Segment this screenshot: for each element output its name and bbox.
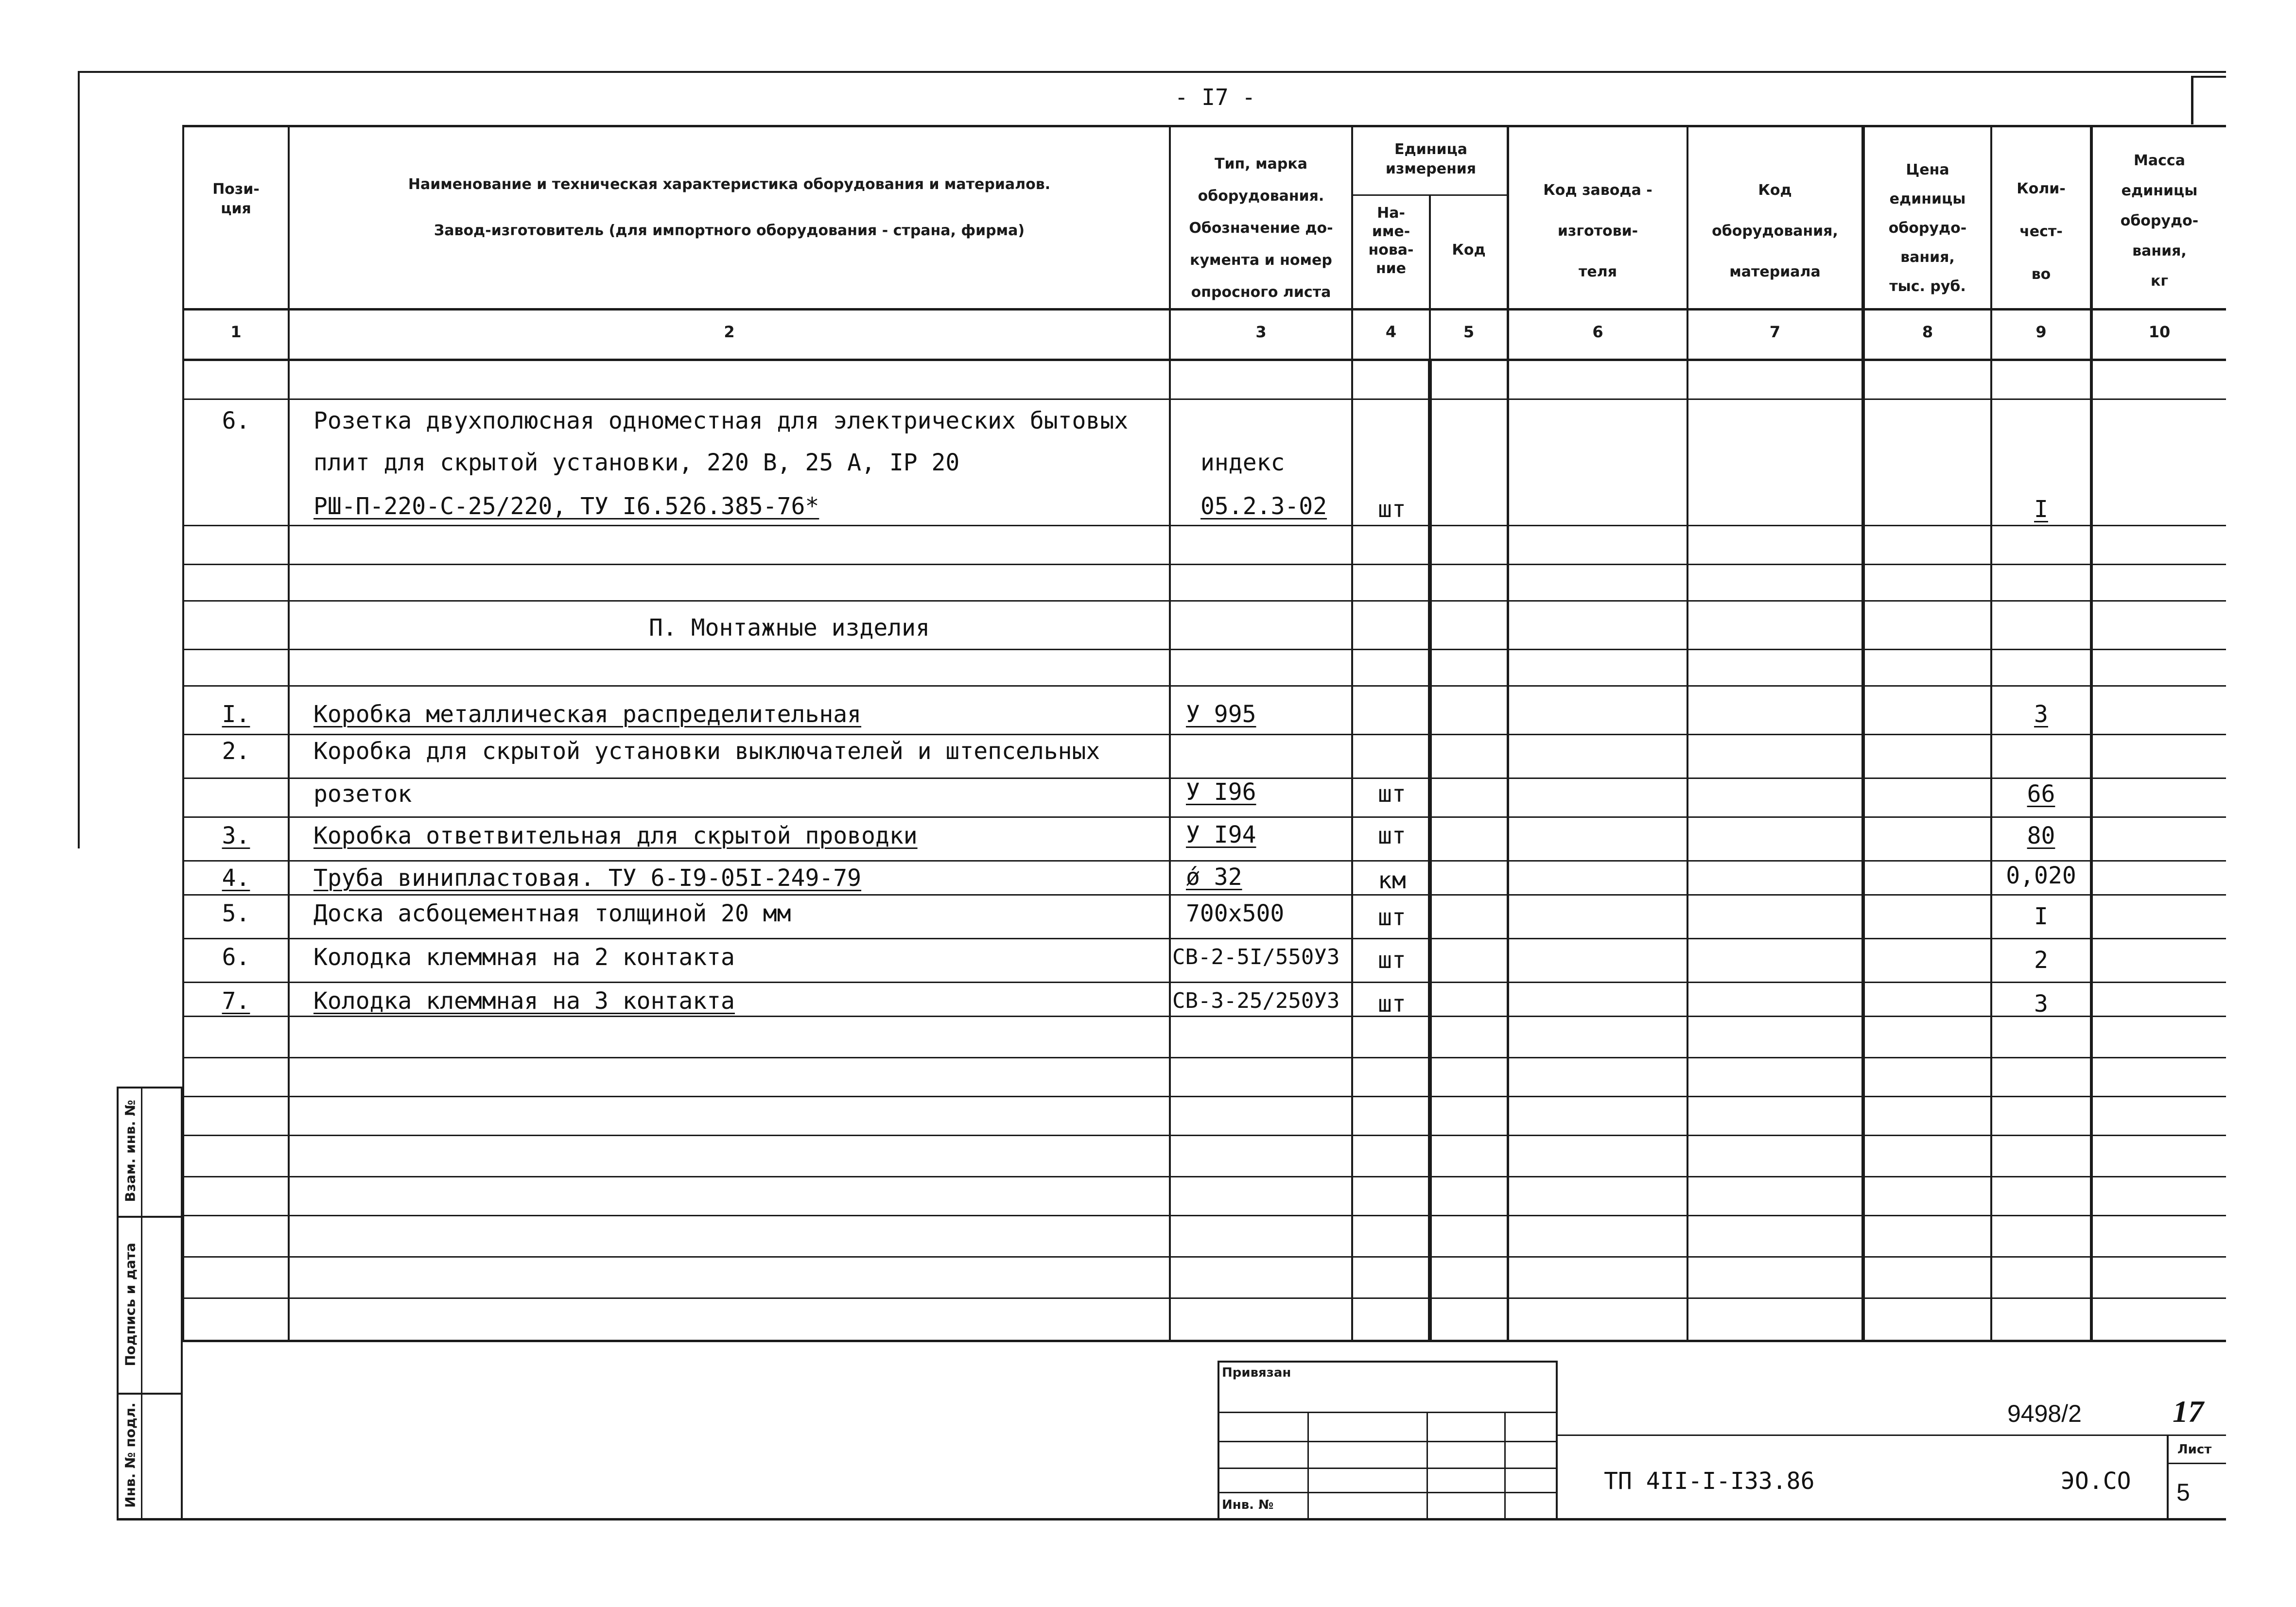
- row-quantity: 2: [2034, 947, 2048, 974]
- row-position: 6.: [222, 944, 250, 971]
- column-number-6: 6: [1592, 323, 1603, 341]
- frame-top-right-mark-h: [2191, 76, 2226, 78]
- row-name: Колодка клеммная на 2 контакта: [313, 944, 735, 971]
- row-quantity: I: [2034, 496, 2048, 523]
- row-line: [182, 860, 2226, 862]
- page-number: - I7 -: [1174, 84, 1256, 110]
- row-type: 05.2.3-02: [1200, 493, 1327, 520]
- row-name: РШ-П-220-С-25/220, ТУ I6.526.385-76*: [313, 493, 819, 520]
- row-line: [182, 649, 2226, 650]
- row-line: [182, 1016, 2226, 1017]
- header-price: Цена единицы оборудо- вания, тыс. руб.: [1888, 161, 1967, 295]
- col-line-3: [1351, 125, 1353, 1342]
- col-line-4-thick: [1428, 361, 1432, 1342]
- row-name: Коробка металлическая распределительная: [313, 701, 862, 728]
- row-type: индекс: [1200, 449, 1285, 476]
- col-line-1: [288, 125, 290, 1342]
- stamp-col: [1307, 1412, 1309, 1519]
- row-line: [182, 1297, 2226, 1299]
- column-number-4: 4: [1385, 323, 1397, 341]
- row-unit: шт: [1378, 822, 1406, 849]
- row-type: СВ-3-25/250УЗ: [1172, 988, 1340, 1013]
- header-name-line1: Наименование и техническая характеристика оборудования и материалов.: [408, 176, 1051, 193]
- row-position: 4.: [222, 864, 250, 892]
- stamp-col: [1504, 1412, 1506, 1519]
- header-equipment-code: Код оборудования, материала: [1712, 182, 1838, 280]
- frame-left: [78, 71, 80, 848]
- column-number-10: 10: [2148, 323, 2171, 341]
- sheet-box-line: [2167, 1463, 2226, 1464]
- stamp-row: [1218, 1441, 1558, 1442]
- row-type: У I96: [1186, 778, 1256, 806]
- header-plant-code: Код завода - изготови- теля: [1543, 182, 1652, 280]
- row-position: 3.: [222, 822, 250, 849]
- table-top: [182, 125, 2226, 127]
- row-line: [182, 1057, 2226, 1058]
- frame-top-right-mark: [2191, 76, 2193, 124]
- col-line-9: [2090, 125, 2093, 1342]
- row-name: Доска асбоцементная толщиной 20 мм: [313, 900, 791, 927]
- column-number-9: 9: [2035, 323, 2047, 341]
- row-line: [182, 1215, 2226, 1216]
- row-line: [182, 1256, 2226, 1258]
- order-number: 9498/2: [2007, 1400, 2082, 1427]
- sheet-box-left: [2167, 1434, 2169, 1520]
- row-name: Колодка клеммная на 3 контакта: [313, 987, 735, 1015]
- header-mass: Масса единицы оборудо- вания, кг: [2120, 152, 2199, 290]
- row-position: I.: [222, 701, 250, 728]
- side-stamp-inv-podl: Инв. № подл.: [122, 1402, 139, 1508]
- row-quantity: 66: [2027, 780, 2055, 808]
- side-stamp-vzam: Взам. инв. №: [122, 1100, 139, 1202]
- page-mark: 17: [2173, 1394, 2204, 1429]
- header-unit-code: Код: [1452, 242, 1486, 259]
- sheet-label: Лист: [2177, 1442, 2212, 1457]
- row-name: Розетка двухполюсная одноместная для электрических бытовых: [313, 407, 1129, 434]
- stamp-col: [1426, 1412, 1428, 1519]
- header-quantity: Коли- чест- во: [2017, 180, 2066, 283]
- column-number-5: 5: [1463, 323, 1475, 341]
- row-line: [182, 525, 2226, 526]
- column-number-2: 2: [724, 323, 735, 341]
- table-numbers-bottom: [182, 359, 2226, 361]
- row-quantity: 0,020: [2006, 862, 2076, 889]
- row-unit: шт: [1378, 496, 1406, 523]
- row-quantity: 3: [2034, 701, 2048, 728]
- row-type: ǿ 32: [1186, 864, 1242, 891]
- row-position: 5.: [222, 900, 250, 927]
- doc-code: ТП 4II-I-I33.86: [1604, 1468, 1815, 1495]
- column-number-8: 8: [1922, 323, 1933, 341]
- stamp-row: [1218, 1412, 1558, 1413]
- stamp-row: [1218, 1468, 1558, 1469]
- row-unit: км: [1378, 867, 1406, 894]
- sheet-number: 5: [2176, 1479, 2190, 1506]
- row-type: СВ-2-5I/550УЗ: [1172, 945, 1340, 969]
- header-type: Тип, марка оборудования. Обозначение до- кумента и номер опросного листа: [1189, 156, 1333, 301]
- row-unit: шт: [1378, 990, 1406, 1018]
- row-type: У I94: [1186, 821, 1256, 848]
- frame-top: [78, 71, 2226, 73]
- row-type: 700x500: [1186, 900, 1285, 927]
- table-bottom: [182, 1340, 2226, 1342]
- stamp-privyazan: Привязан: [1222, 1365, 1291, 1380]
- col-line-7: [1861, 125, 1865, 1342]
- row-quantity: 3: [2034, 990, 2048, 1018]
- section-title: П. Монтажные изделия: [649, 614, 930, 641]
- header-units-group: Единица измерения: [1385, 141, 1477, 177]
- stamp-inv-no: Инв. №: [1222, 1498, 1274, 1512]
- row-quantity: I: [2034, 903, 2048, 930]
- doc-section: ЭО.СО: [2061, 1468, 2131, 1495]
- row-line: [182, 982, 2226, 983]
- units-group-line: [1351, 194, 1509, 196]
- row-name: розеток: [313, 780, 412, 808]
- col-line-8: [1990, 125, 1992, 1342]
- side-stamp-podpis: Подпись и дата: [122, 1243, 139, 1366]
- row-line: [182, 1096, 2226, 1097]
- row-position: 7.: [222, 987, 250, 1015]
- stamp-box-left: [1218, 1361, 1219, 1519]
- row-line: [182, 1176, 2226, 1177]
- row-type: У 995: [1186, 701, 1256, 728]
- row-unit: шт: [1378, 904, 1406, 931]
- stamp-box-top: [1218, 1361, 1558, 1363]
- header-position: Пози- ция: [212, 181, 260, 217]
- row-line: [182, 894, 2226, 896]
- col-line-5: [1507, 125, 1509, 1342]
- row-line: [182, 398, 2226, 400]
- column-number-3: 3: [1255, 323, 1267, 341]
- header-name-line2: Завод-изготовитель (для импортного оборудования - страна, фирма): [434, 222, 1025, 239]
- row-unit: шт: [1378, 947, 1406, 974]
- header-unit-name: На- име- нова- ние: [1368, 205, 1414, 277]
- row-position: 2.: [222, 738, 250, 765]
- row-position: 6.: [222, 407, 250, 434]
- row-name: плит для скрытой установки, 220 В, 25 А, IP 20: [313, 449, 960, 476]
- row-line: [182, 600, 2226, 602]
- row-unit: шт: [1378, 780, 1406, 808]
- column-number-1: 1: [230, 323, 242, 341]
- row-quantity: 80: [2027, 822, 2055, 849]
- side-stamp-divider: [141, 1087, 142, 1519]
- title-block-line: [1558, 1434, 2226, 1436]
- row-line: [182, 685, 2226, 687]
- row-line: [182, 816, 2226, 818]
- row-name: Труба винипластовая. ТУ 6-I9-05I-249-79: [313, 864, 862, 892]
- side-stamp-outer-left: [117, 1087, 119, 1519]
- col-line-6: [1687, 125, 1688, 1342]
- side-stamp-right: [181, 1087, 183, 1519]
- row-line: [182, 564, 2226, 565]
- row-name: Коробка для скрытой установки выключателей и штепсельных: [313, 738, 1100, 765]
- stamp-box-right: [1556, 1361, 1558, 1519]
- row-name: Коробка ответвительная для скрытой проводки: [313, 822, 918, 849]
- row-line: [182, 734, 2226, 735]
- row-line: [182, 938, 2226, 939]
- stamp-row: [1218, 1492, 1558, 1493]
- row-line: [182, 1135, 2226, 1136]
- column-number-7: 7: [1769, 323, 1781, 341]
- frame-bottom: [117, 1518, 2226, 1521]
